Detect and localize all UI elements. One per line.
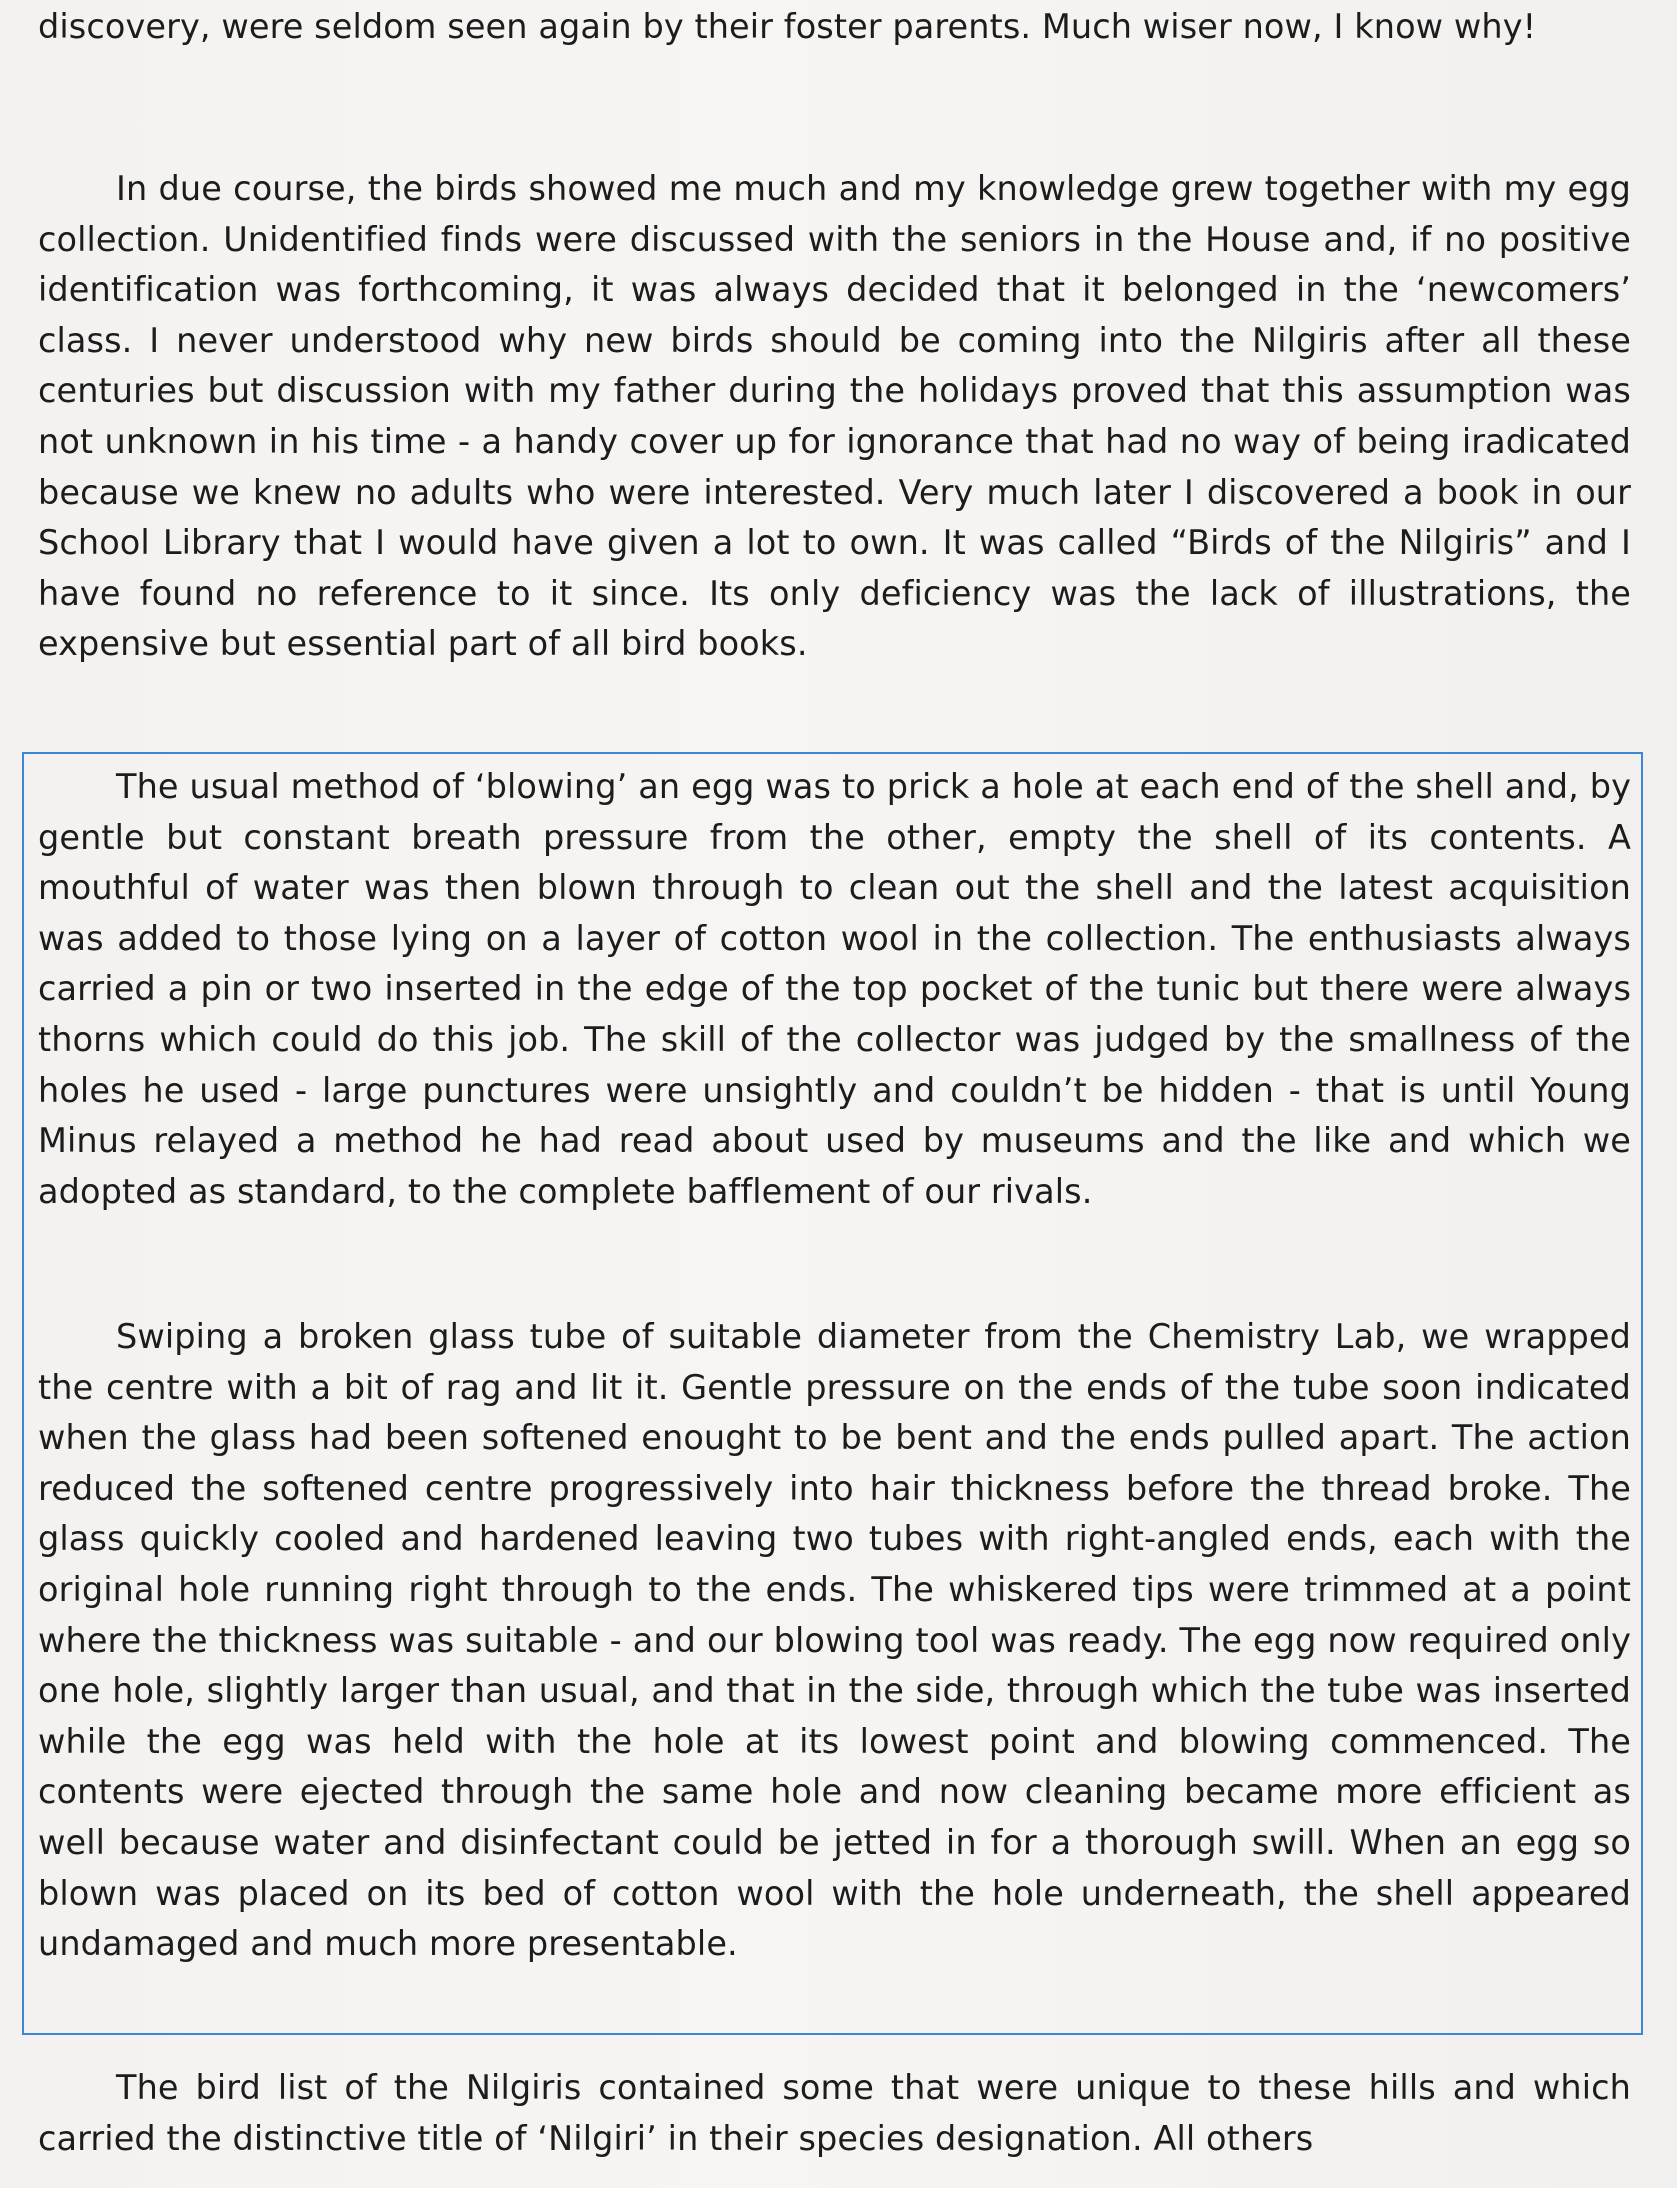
paragraph-bird-list: The bird list of the Nilgiris contained some that were unique to these hills and which carried the distinctive title of ‘Nilgiri’ in their species designation. All others: [38, 2068, 1631, 2158]
paragraph-blowing-method: The usual method of ‘blowing’ an egg was to prick a hole at each end of the shell and, by gentle but constant breath pressure from the other, empty the shell of its contents. A mouthful of water was then blown through to clean out the shell and the latest acquisition was added to those lying on a layer of cotton wool in the collection. The enthusiasts always carried a pin or two inserted in the edge of the top pocket of the tunic but there were always thorns which could do this job. The skill of the collector was judged by the smallness of the holes he used - large punctures were unsightly and couldn’t be hidden - that is until Young Minus relayed a method he had read about used by museums and the like and which we adopted as standard, to the complete bafflement of our rivals.: [38, 767, 1631, 1211]
paragraph-glass-tube: Swiping a broken glass tube of suitable diameter from the Chemistry Lab, we wrapped the centre with a bit of rag and lit it. Gentle pressure on the ends of the tube soon indicated when the glass had been softened enought to be bent and the ends pulled apart. The action reduced the softened centre progressively into hair thickness before the thread broke. The glass quickly cooled and hardened leaving two tubes with right-angled ends, each with the original hole running right through to the ends. The whiskered tips were trimmed at a point where the thickness was suitable - and our blowing tool was ready. The egg now required only one hole, slightly larger than usual, and that in the side, through which the tube was inserted while the egg was held with the hole at its lowest point and blowing commenced. The contents were ejected through the same hole and now cleaning became more efficient as well because water and disinfectant could be jetted in for a thorough swill. When an egg so blown was placed on its bed of cotton wool with the hole underneath, the shell appeared undamaged and much more presentable.: [38, 1317, 1631, 1964]
paragraph-continuation: discovery, were seldom seen again by their foster parents. Much wiser now, I know why!: [38, 7, 1537, 46]
paragraph-egg-collection: In due course, the birds showed me much and my knowledge grew together with my egg collection. Unidentified finds were discussed with the seniors in the House and, if no positive identification was forthcoming, it was always decided that it belonged in the ‘newcomers’ class. I never understood why new birds should be coming into the Nilgiris after all these centuries but discussion with my father during the holidays proved that this assumption was not unknown in his time - a handy cover up for ignorance that had no way of being iradicated because we knew no adults who were interested. Very much later I discovered a book in our School Library that I would have given a lot to own. It was called “Birds of the Nilgiris” and I have found no reference to it since. Its only deficiency was the lack of illustrations, the expensive but essential part of all bird books.: [38, 169, 1631, 664]
